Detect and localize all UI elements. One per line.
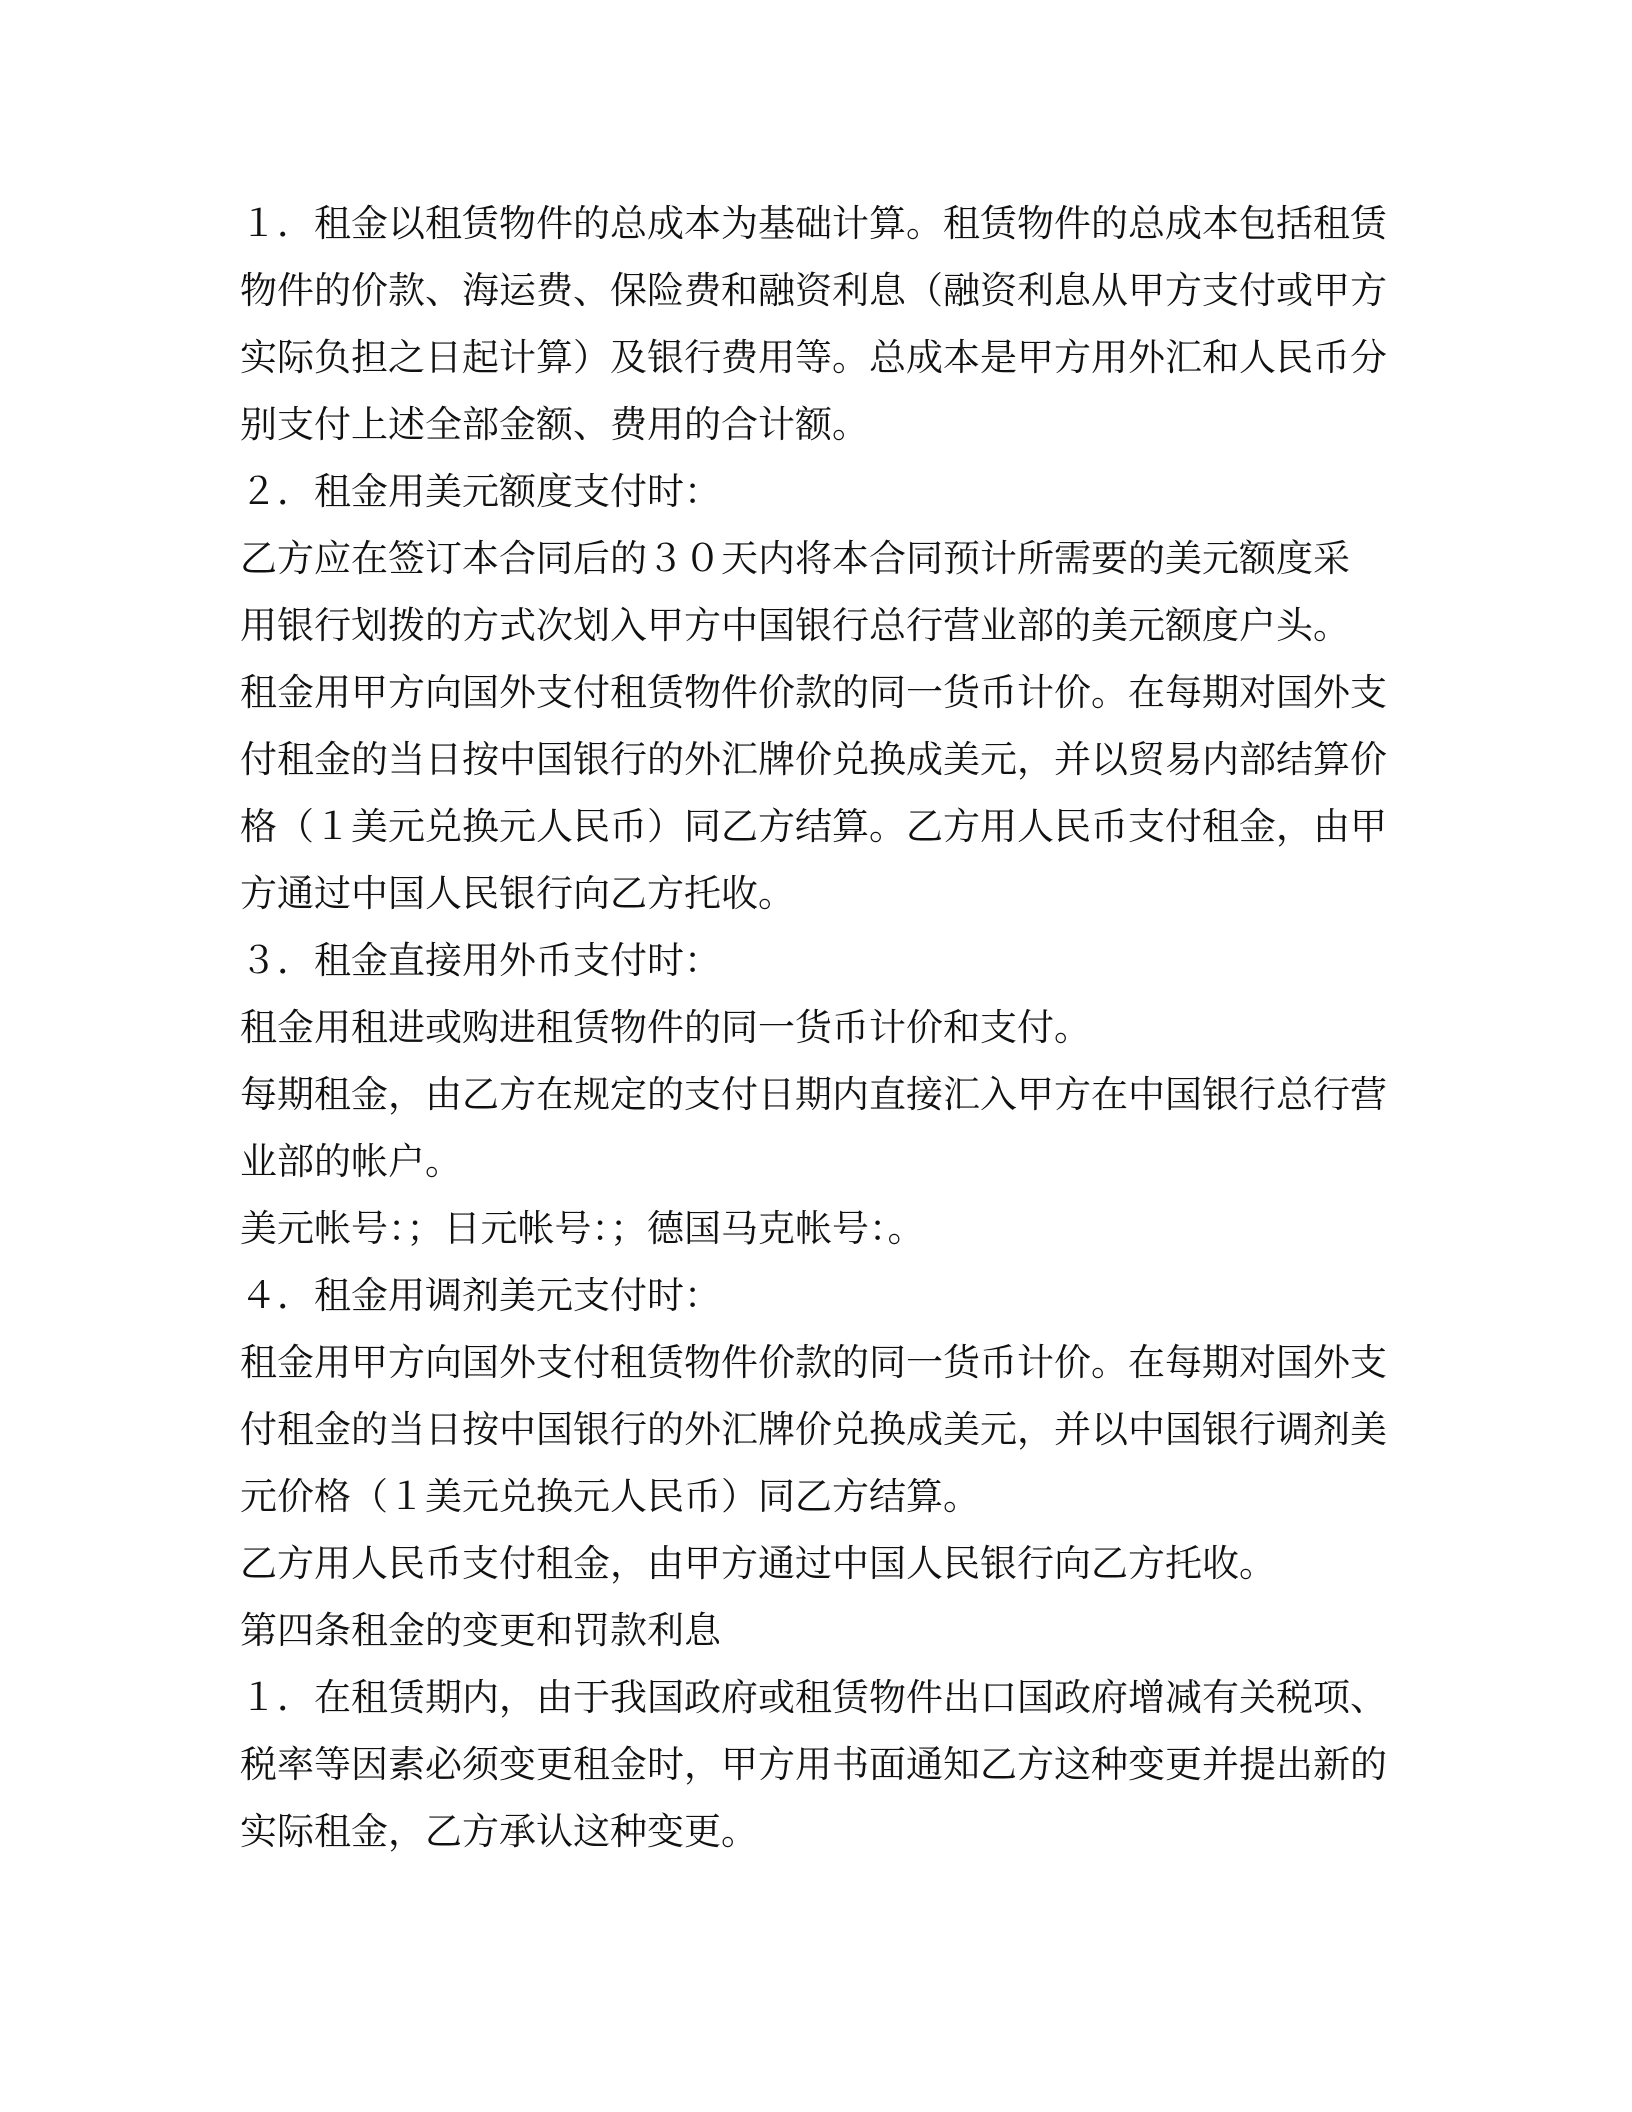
text-line: ２．租金用美元额度支付时： bbox=[240, 470, 721, 513]
text-line: 业部的帐户。 bbox=[240, 1140, 462, 1183]
text-line: 用银行划拨的方式次划入甲方中国银行总行营业部的美元额度户头。 bbox=[240, 604, 1350, 647]
text-line: 每期租金，由乙方在规定的支付日期内直接汇入甲方在中国银行总行营 bbox=[240, 1073, 1387, 1116]
text-line: 物件的价款、海运费、保险费和融资利息（融资利息从甲方支付或甲方 bbox=[240, 269, 1387, 312]
text-line: 乙方用人民币支付租金，由甲方通过中国人民银行向乙方托收。 bbox=[240, 1542, 1276, 1585]
text-line: 税率等因素必须变更租金时，甲方用书面通知乙方这种变更并提出新的 bbox=[240, 1743, 1387, 1786]
text-line: 乙方应在签订本合同后的３０天内将本合同预计所需要的美元额度采 bbox=[240, 537, 1350, 580]
text-line: 美元帐号：；日元帐号：；德国马克帐号：。 bbox=[240, 1207, 925, 1250]
text-line: 元价格（１美元兑换元人民币）同乙方结算。 bbox=[240, 1475, 980, 1518]
text-line: 付租金的当日按中国银行的外汇牌价兑换成美元，并以贸易内部结算价 bbox=[240, 738, 1387, 781]
text-line: 格（１美元兑换元人民币）同乙方结算。乙方用人民币支付租金，由甲 bbox=[240, 805, 1387, 848]
text-line: 别支付上述全部金额、费用的合计额。 bbox=[240, 403, 869, 446]
text-line: 租金用甲方向国外支付租赁物件价款的同一货币计价。在每期对国外支 bbox=[240, 671, 1387, 714]
text-line: 实际租金，乙方承认这种变更。 bbox=[240, 1810, 758, 1853]
text-line: １．在租赁期内，由于我国政府或租赁物件出口国政府增减有关税项、 bbox=[240, 1676, 1387, 1719]
text-line: ３．租金直接用外币支付时： bbox=[240, 939, 721, 982]
text-line: 实际负担之日起计算）及银行费用等。总成本是甲方用外汇和人民币分 bbox=[240, 336, 1387, 379]
text-line: ４．租金用调剂美元支付时： bbox=[240, 1274, 721, 1317]
text-line: 付租金的当日按中国银行的外汇牌价兑换成美元，并以中国银行调剂美 bbox=[240, 1408, 1387, 1451]
text-line: 租金用甲方向国外支付租赁物件价款的同一货币计价。在每期对国外支 bbox=[240, 1341, 1387, 1384]
document-body bbox=[240, 190, 1400, 1865]
text-line: 第四条租金的变更和罚款利息 bbox=[240, 1609, 721, 1652]
text-line: １．租金以租赁物件的总成本为基础计算。租赁物件的总成本包括租赁 bbox=[240, 202, 1387, 245]
text-line: 方通过中国人民银行向乙方托收。 bbox=[240, 872, 795, 915]
text-line: 租金用租进或购进租赁物件的同一货币计价和支付。 bbox=[240, 1006, 1091, 1049]
